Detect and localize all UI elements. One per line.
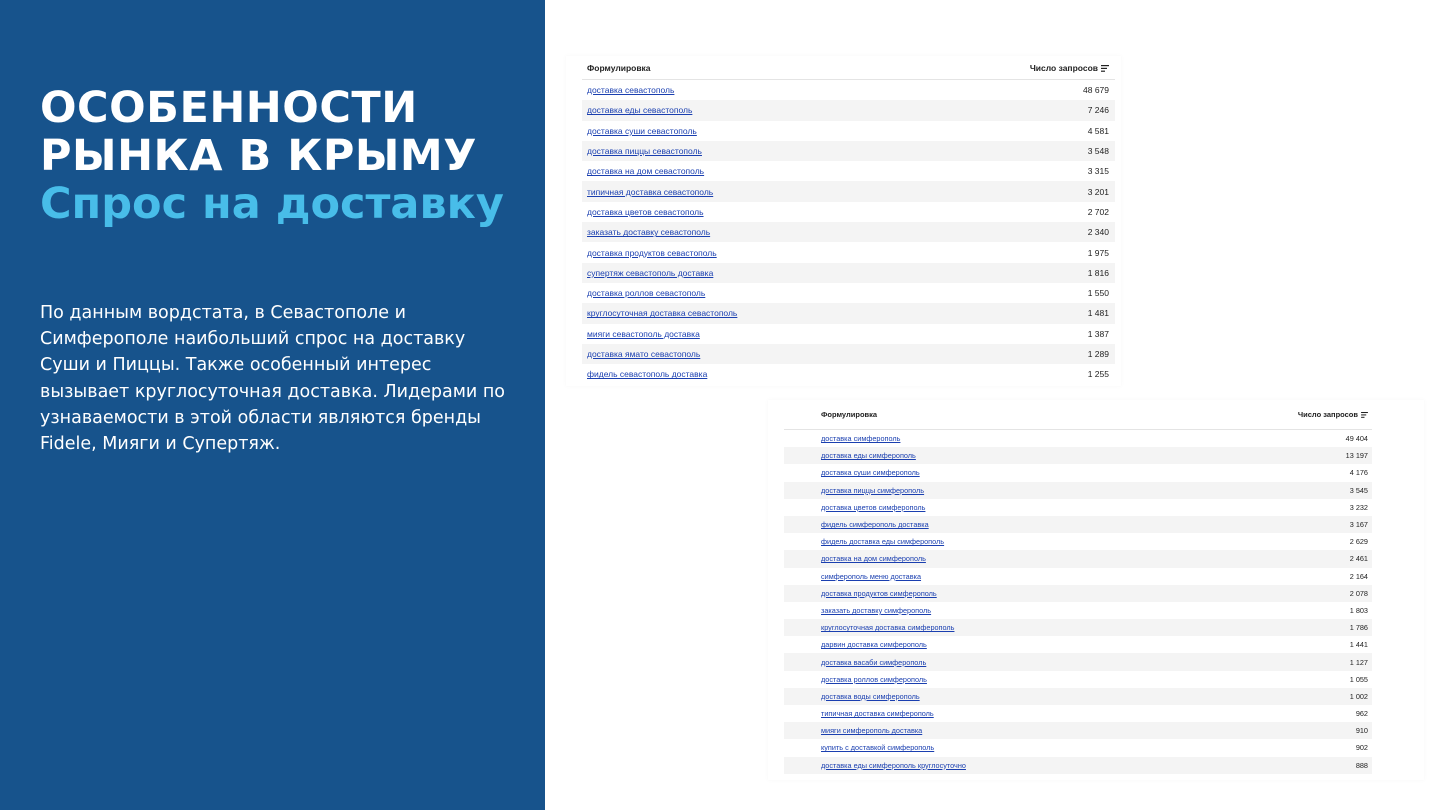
query-count: 2 702 [1087, 206, 1109, 217]
query-phrase-link[interactable]: купить с доставкой симферополь [821, 743, 935, 753]
query-count: 48 679 [1083, 85, 1109, 96]
table-row [784, 499, 1372, 516]
query-count: 910 [1355, 726, 1368, 736]
query-phrase-link[interactable]: заказать доставку симферополь [821, 605, 932, 615]
query-phrase-link[interactable]: мияги севастополь доставка [587, 328, 700, 339]
table-row [784, 550, 1372, 567]
table-row [582, 100, 1115, 120]
query-count: 3 232 [1349, 502, 1368, 512]
query-phrase-link[interactable]: доставка на дом симферополь [821, 554, 926, 564]
table-row [582, 242, 1115, 262]
table-row [784, 739, 1372, 756]
query-phrase-link[interactable]: доставка роллов симферополь [821, 674, 927, 684]
query-phrase-link[interactable]: доставка воды симферополь [821, 691, 920, 701]
query-phrase-link[interactable]: доставка продуктов севастополь [587, 247, 717, 258]
query-phrase-link[interactable]: доставка васаби симферополь [821, 657, 927, 667]
table-row [582, 161, 1115, 181]
table-row [784, 585, 1372, 602]
slide-title-line-1: ОСОБЕННОСТИ [40, 83, 418, 133]
table-row [784, 602, 1372, 619]
slide-subtitle: Спрос на доставку [40, 179, 504, 229]
query-count: 3 548 [1087, 146, 1109, 157]
query-count: 3 315 [1087, 166, 1109, 177]
query-phrase-link[interactable]: круглосуточная доставка севастополь [587, 308, 738, 319]
table-body [784, 430, 1372, 774]
query-count: 1 441 [1349, 640, 1368, 650]
table-row [582, 202, 1115, 222]
query-phrase-link[interactable]: симферополь меню доставка [821, 571, 922, 581]
table-row [784, 447, 1372, 464]
table-row [784, 636, 1372, 653]
column-header-phrase: Формулировка [587, 62, 651, 73]
table-body [582, 80, 1115, 384]
table-row [582, 283, 1115, 303]
query-count: 2 164 [1349, 571, 1368, 581]
query-count: 1 816 [1087, 267, 1109, 278]
query-count: 1 550 [1087, 288, 1109, 299]
table-row [582, 222, 1115, 242]
query-count: 962 [1355, 709, 1368, 719]
query-phrase-link[interactable]: фидель доставка еды симферополь [821, 537, 945, 547]
query-count: 1 289 [1087, 349, 1109, 359]
query-phrase-link[interactable]: доставка симферополь [821, 434, 901, 444]
query-phrase-link[interactable]: типичная доставка симферополь [821, 709, 934, 719]
query-count: 888 [1355, 760, 1368, 770]
table-row [582, 344, 1115, 364]
table-row [582, 303, 1115, 323]
sort-icon[interactable] [1361, 412, 1368, 418]
query-phrase-link[interactable]: дарвин доставка симферополь [821, 640, 927, 650]
query-phrase-link[interactable]: доставка суши севастополь [587, 125, 697, 136]
table-row [784, 568, 1372, 585]
table-row [784, 688, 1372, 705]
table-row [784, 464, 1372, 481]
query-count: 1 387 [1087, 328, 1109, 339]
query-phrase-link[interactable]: доставка еды симферополь круглосуточно [821, 760, 966, 770]
query-count: 1 055 [1349, 674, 1368, 684]
query-count: 1 803 [1349, 605, 1368, 615]
table-row [784, 757, 1372, 774]
query-phrase-link[interactable]: доставка роллов севастополь [587, 288, 706, 299]
query-count: 4 176 [1349, 468, 1368, 478]
query-phrase-link[interactable]: доставка пиццы севастополь [587, 146, 702, 157]
left-panel [0, 0, 545, 810]
column-header-count[interactable]: Число запросов [1298, 410, 1368, 419]
table-row [582, 364, 1115, 384]
query-count: 1 127 [1349, 657, 1368, 667]
query-count: 7 246 [1087, 105, 1109, 116]
query-count: 3 201 [1087, 186, 1109, 197]
query-phrase-link[interactable]: заказать доставку севастополь [587, 227, 711, 238]
table-row [582, 80, 1115, 100]
table-header [784, 400, 1372, 430]
table-row [784, 619, 1372, 636]
query-phrase-link[interactable]: доставка на дом севастополь [587, 166, 705, 177]
table-row [784, 671, 1372, 688]
query-phrase-link[interactable]: доставка пиццы симферополь [821, 485, 925, 495]
slide-title-line-2: РЫНКА В КРЫМУ [40, 131, 477, 181]
query-count: 2 340 [1087, 227, 1109, 238]
query-count: 4 581 [1087, 125, 1109, 136]
query-phrase-link[interactable]: доставка цветов симферополь [821, 502, 926, 512]
query-phrase-link[interactable]: мияги симферополь доставка [821, 726, 923, 736]
sort-icon[interactable] [1101, 65, 1109, 72]
query-phrase-link[interactable]: супертяж севастополь доставка [587, 267, 714, 278]
table-row [582, 181, 1115, 201]
query-phrase-link[interactable]: круглосуточная доставка симферополь [821, 623, 955, 633]
column-header-phrase: Формулировка [821, 410, 878, 419]
query-count: 1 975 [1087, 247, 1109, 258]
query-count: 1 255 [1087, 369, 1109, 380]
query-count: 3 545 [1349, 485, 1368, 495]
table-row [784, 516, 1372, 533]
table-row [582, 121, 1115, 141]
table-row [582, 141, 1115, 161]
table-row [784, 482, 1372, 499]
query-count: 2 078 [1349, 588, 1368, 598]
table-row [784, 705, 1372, 722]
query-count: 1 002 [1349, 691, 1368, 701]
table-row [582, 263, 1115, 283]
table-row [784, 722, 1372, 739]
table-row [784, 653, 1372, 670]
simferopol-queries-table [768, 400, 1424, 780]
table-row [784, 533, 1372, 550]
query-count: 3 167 [1349, 520, 1368, 530]
query-phrase-link[interactable]: доставка суши симферополь [821, 468, 920, 478]
query-phrase-link[interactable]: доставка еды симферополь [821, 451, 916, 461]
table-row [582, 324, 1115, 344]
query-phrase-link[interactable]: фидель севастополь доставка [587, 369, 708, 380]
query-phrase-link[interactable]: доставка продуктов симферополь [821, 588, 937, 598]
table-header [582, 56, 1115, 80]
sevastopol-queries-table [566, 56, 1121, 386]
column-header-count[interactable]: Число запросов [1030, 63, 1109, 73]
query-phrase-link[interactable]: доставка цветов севастополь [587, 206, 704, 217]
query-phrase-link[interactable]: доставка еды севастополь [587, 105, 693, 116]
query-count: 1 786 [1349, 623, 1368, 633]
query-count: 1 481 [1087, 308, 1109, 319]
query-phrase-link[interactable]: фидель симферополь доставка [821, 520, 929, 530]
query-count: 2 629 [1349, 537, 1368, 547]
table-row [784, 430, 1372, 447]
query-phrase-link[interactable]: доставка севастополь [587, 85, 675, 96]
query-count: 49 404 [1345, 434, 1368, 444]
query-phrase-link[interactable]: типичная доставка севастополь [587, 186, 714, 197]
query-count: 2 461 [1349, 554, 1368, 564]
query-phrase-link[interactable]: доставка ямато севастополь [587, 349, 701, 359]
slide-description: По данным вордстата, в Севастополе и Симферополе наибольший спрос на доставку Суши и Пиццы. Также особенный интерес вызывает круглосуточная доставка. Лидерами по узнаваемости в этой области являются бренды Fidele, Мияги и Супертяж. [40, 303, 506, 455]
query-count: 13 197 [1345, 451, 1368, 461]
query-count: 902 [1355, 743, 1368, 753]
